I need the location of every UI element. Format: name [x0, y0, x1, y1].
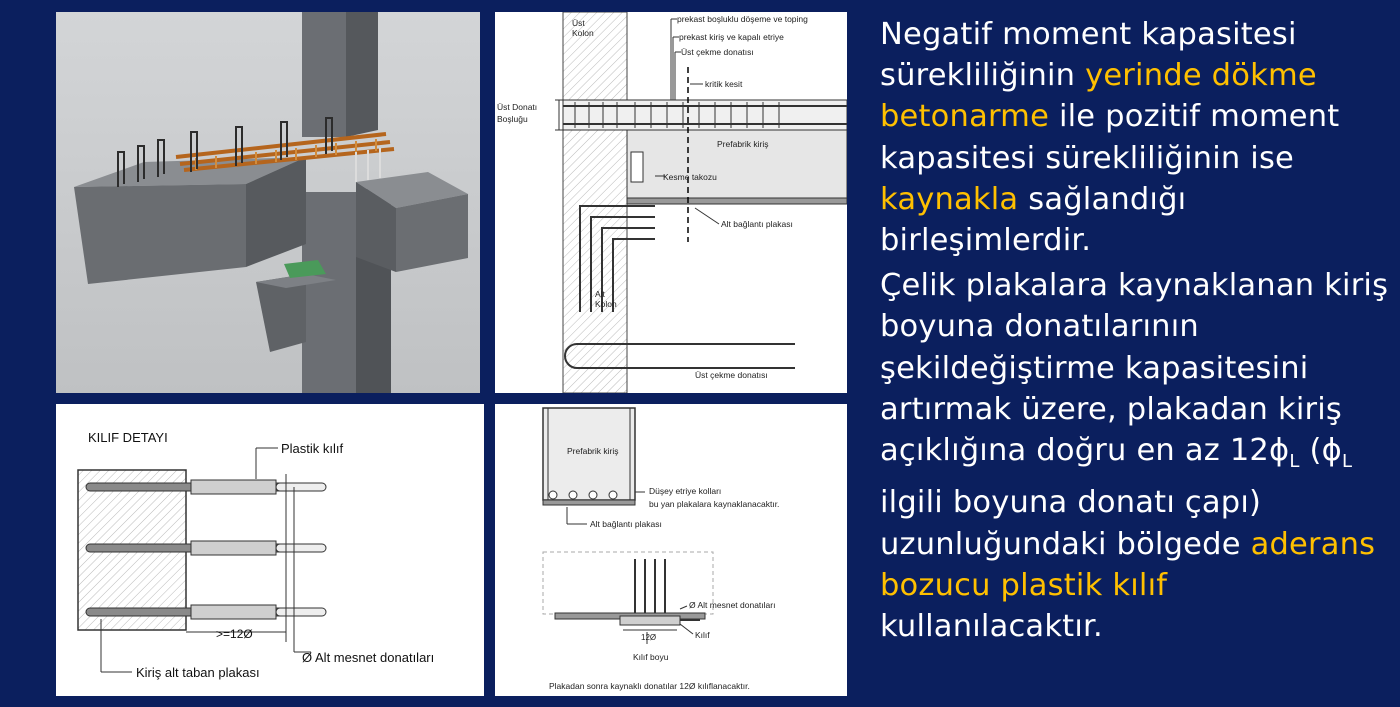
sleeve-detail-drawing	[56, 404, 484, 696]
sleeve-label-plastic: Plastik kılıf	[281, 441, 344, 456]
weld-label-bottom-plate: Alt bağlantı plakası	[590, 519, 662, 529]
weld-footer-note: Plakadan sonra kaynaklı donatılar 12Ø kılıflanacaktır.	[549, 681, 750, 691]
detail-label-top-slab: prekast boşluklu döşeme ve toping	[677, 14, 808, 24]
detail-label-bottom-column-1: Alt	[595, 289, 605, 299]
sleeve-length-mark: >=12Ø	[216, 627, 253, 641]
section-detail-drawing	[495, 12, 847, 393]
phi-symbol: ϕ	[1269, 433, 1290, 469]
p2-text-c: ilgili boyuna donatı çapı) uzunluğundaki bölgede	[880, 485, 1262, 562]
svg-text:Kolon	[572, 28, 594, 38]
weld-label-sleeve: Kılıf	[695, 630, 710, 640]
detail-label-shear-key: Kesme takozu	[663, 172, 717, 182]
section-detail-svg	[495, 12, 847, 393]
3d-render-drawing	[56, 12, 480, 393]
weld-label-stirrup-1: Düşey etriye kolları	[649, 486, 722, 496]
phi-subscript: L	[1289, 451, 1300, 473]
sleeve-title: KILIF DETAYI	[88, 430, 168, 445]
weld-label-stirrup-2: bu yan plakalara kaynaklanacaktır.	[649, 499, 780, 509]
weld-label-sleeve-length: Kılıf boyu	[633, 652, 669, 662]
detail-label-top-tie-bar-bottom: Üst çekme donatısı	[695, 370, 768, 380]
weld-detail-svg	[495, 404, 847, 696]
detail-label-beam-stirrup: prekast kiriş ve kapalı etriye	[679, 32, 784, 42]
detail-label-top-gap-1: Üst Donatı	[497, 102, 538, 112]
sleeve-label-base-plate: Kiriş alt taban plakası	[136, 665, 260, 680]
detail-label-top-gap-2: Boşluğu	[497, 114, 528, 124]
p2-text-a: Çelik plakalara kaynaklanan kiriş boyuna donatılarının şekildeğiştirme kapasitesini artırmak üzere, plakadan kiriş açıklığına doğru en az 12	[880, 268, 1389, 469]
p1-text-c: sağlandığı birleşimlerdir.	[880, 181, 1187, 259]
phi-subscript-2: L	[1341, 451, 1353, 473]
paragraph-1	[880, 14, 1390, 261]
explanation-text	[880, 14, 1390, 647]
weld-detail-drawing	[495, 404, 847, 696]
weld-length-mark: 12Ø	[641, 633, 657, 642]
detail-label-bottom-column-2: Kolon	[595, 299, 617, 309]
p2-text-b: (	[1299, 433, 1322, 469]
p2-highlight-sleeve: aderans bozucu plastik kılıf	[880, 526, 1376, 603]
p2-text-d: kullanılacaktır.	[880, 608, 1103, 644]
p1-highlight-welded: kaynakla	[880, 181, 1019, 217]
weld-label-precast-beam: Prefabrik kiriş	[567, 446, 619, 456]
detail-label-critical-section: kritik kesit	[705, 79, 743, 89]
sleeve-detail-svg	[56, 404, 484, 696]
weld-label-support-bars: Ø Alt mesnet donatıları	[689, 600, 776, 610]
detail-label-top-tie-bar: Üst çekme donatısı	[681, 47, 754, 57]
3d-connection-render	[56, 12, 480, 393]
detail-label-top-column-1: Üst	[572, 18, 585, 28]
paragraph-2	[880, 265, 1390, 647]
detail-label-bottom-plate: Alt bağlantı plakası	[721, 219, 793, 229]
sleeve-label-support-bars: Ø Alt mesnet donatıları	[302, 650, 435, 665]
p1-text-b: ile pozitif moment kapasitesi sürekliliğinin ise	[880, 99, 1340, 176]
p1-highlight-cast-in-place: yerinde dökme betonarme	[880, 58, 1317, 135]
detail-label-top-column-2: Kolon	[572, 28, 594, 38]
p1-text-a: Negatif moment kapasitesi sürekliliğinin	[880, 17, 1297, 94]
svg-text:Üst	[572, 18, 585, 28]
detail-label-precast-beam: Prefabrik kiriş	[717, 139, 769, 149]
phi-symbol-2: ϕ	[1321, 433, 1342, 469]
